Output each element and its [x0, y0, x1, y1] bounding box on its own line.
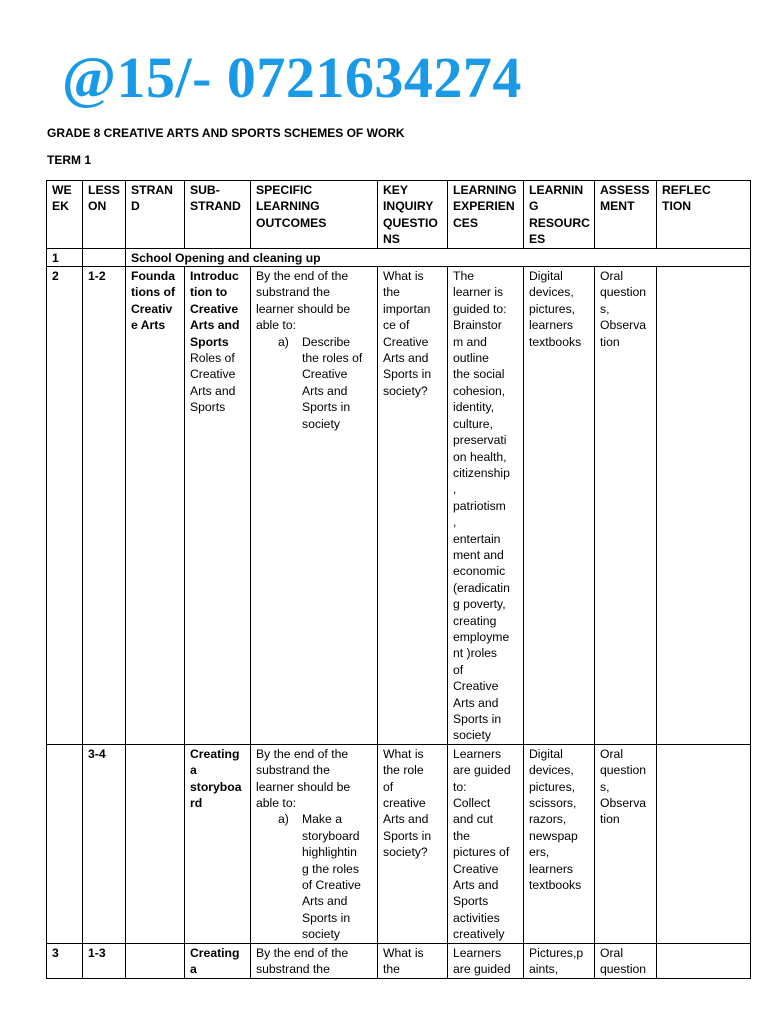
cell-reflection [657, 267, 751, 745]
outcome-list-item [256, 811, 373, 942]
cell-experiences: The learner is guided to: Brainstor m and outline the social cohesion, identity, culture, preservati on health, citizenship , patriotism , entertain ment and economic (eradicatin g poverty, creating employme nt )roles of Creative Arts and Sports in society [448, 267, 524, 745]
list-marker: a) [278, 812, 289, 827]
cell-outcomes: By the end of the substrand the [251, 943, 378, 978]
header-lesson: LESS ON [83, 181, 126, 249]
cell-note: School Opening and cleaning up [126, 248, 751, 266]
schemes-of-work-table [46, 180, 751, 979]
document-title: GRADE 8 CREATIVE ARTS AND SPORTS SCHEMES OF WORK [47, 126, 405, 140]
cell-week: 2 [47, 267, 83, 745]
header-resources: LEARNIN G RESOURC ES [524, 181, 595, 249]
cell-inquiry: What is the [378, 943, 448, 978]
contact-banner: @15/- 0721634274 [62, 45, 522, 110]
cell-resources: Digital devices, pictures, scissors, razors, newspap ers, learners textbooks [524, 744, 595, 943]
cell-outcomes [251, 267, 378, 745]
header-experiences: LEARNING EXPERIEN CES [448, 181, 524, 249]
cell-experiences: Learners are guided [448, 943, 524, 978]
outcome-intro: By the end of the substrand the learner should be able to: [256, 269, 351, 333]
header-strand: STRAN D [126, 181, 185, 249]
cell-strand [126, 744, 185, 943]
header-row [47, 181, 751, 249]
cell-week: 1 [47, 248, 83, 266]
term-label: TERM 1 [47, 153, 92, 167]
header-assessment: ASSESS MENT [595, 181, 657, 249]
header-reflection: REFLEC TION [657, 181, 751, 249]
header-substrand: SUB- STRAND [185, 181, 251, 249]
cell-week [47, 744, 83, 943]
cell-reflection [657, 943, 751, 978]
cell-lesson: 1-3 [83, 943, 126, 978]
cell-assessment: Oral question [595, 943, 657, 978]
header-outcomes: SPECIFIC LEARNING OUTCOMES [251, 181, 378, 249]
cell-inquiry: What is the role of creative Arts and Sports in society? [378, 744, 448, 943]
outcome-text: Describe the roles of Creative Arts and Sports in society [302, 334, 363, 431]
cell-lesson [83, 248, 126, 266]
cell-outcomes [251, 744, 378, 943]
cell-assessment: Oral question s, Observa tion [595, 744, 657, 943]
cell-resources: Digital devices, pictures, learners textbooks [524, 267, 595, 745]
cell-substrand [185, 267, 251, 745]
cell-strand [126, 943, 185, 978]
cell-inquiry: What is the importan ce of Creative Arts and Sports in society? [378, 267, 448, 745]
list-marker: a) [278, 334, 289, 349]
header-inquiry: KEY INQUIRY QUESTIO NS [378, 181, 448, 249]
cell-assessment: Oral question s, Observa tion [595, 267, 657, 745]
substrand-subtitle: Roles of Creative Arts and Sports [190, 351, 236, 415]
outcome-intro: By the end of the substrand the learner should be able to: [256, 746, 351, 811]
table-row [47, 943, 751, 978]
cell-reflection [657, 744, 751, 943]
header-week: WE EK [47, 181, 83, 249]
cell-lesson: 3-4 [83, 744, 126, 943]
cell-strand: Founda tions of Creativ e Arts [126, 267, 185, 745]
table-row [47, 744, 751, 943]
cell-substrand: Creating a storyboa rd [185, 744, 251, 943]
cell-resources: Pictures,p aints, [524, 943, 595, 978]
table-row [47, 248, 751, 266]
cell-experiences: Learners are guided to: Collect and cut the pictures of Creative Arts and Sports activities creatively [448, 744, 524, 943]
substrand-title: Introduc tion to Creative Arts and Sports [190, 269, 240, 349]
outcome-list-item [256, 334, 373, 432]
cell-week: 3 [47, 943, 83, 978]
outcome-text: Make a storyboard highlightin g the roles of Creative Arts and Sports in society [302, 812, 361, 942]
cell-substrand: Creating a [185, 943, 251, 978]
table-row [47, 267, 751, 745]
cell-lesson: 1-2 [83, 267, 126, 745]
